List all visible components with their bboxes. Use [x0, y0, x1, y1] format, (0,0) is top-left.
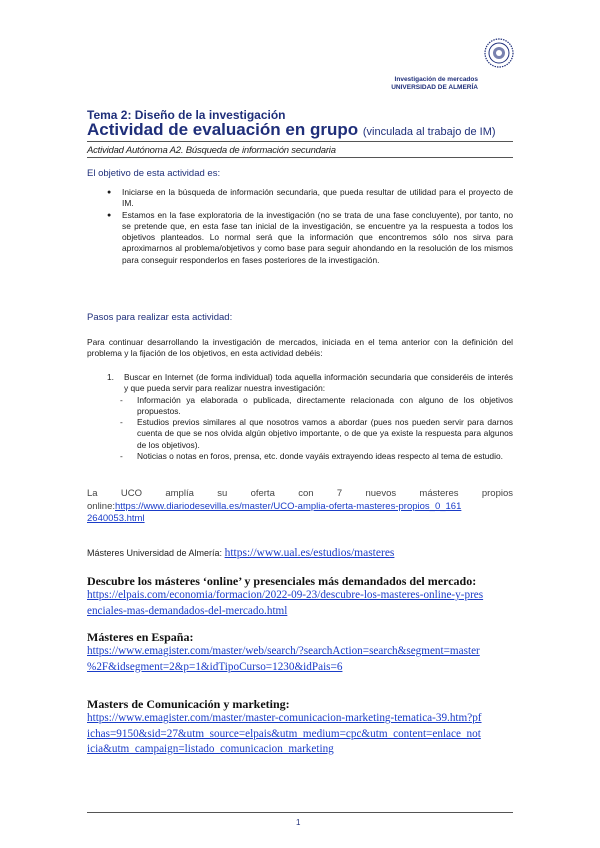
- activity-title: [87, 120, 496, 140]
- uco-text: La UCO amplía su oferta con 7 nuevos másteres propios: [87, 488, 513, 499]
- list-item: - Noticias o notas en foros, prensa, etc. donde vayáis extrayendo ideas respecto al tema de estudio.: [107, 451, 513, 462]
- department-header: [391, 76, 478, 92]
- link-line[interactable]: enciales-mas-demandados-del-mercado.html: [87, 604, 288, 617]
- steps-heading: Pasos para realizar esta actividad:: [87, 312, 233, 323]
- ual-label: Másteres Universidad de Almería:: [87, 548, 223, 558]
- uco-link-cont[interactable]: 2640053.html: [87, 513, 145, 524]
- uco-link-line: [87, 501, 513, 514]
- page-number: 1: [296, 818, 301, 827]
- link-line[interactable]: %2F&idsegment=2&p=1&idTipoCurso=1230&idPais=6: [87, 660, 343, 673]
- comunicacion-link[interactable]: [87, 711, 513, 758]
- dept-line-1: Investigación de mercados: [394, 76, 478, 83]
- topic-title: Tema 2: Diseño de la investigación: [87, 108, 286, 122]
- link-line[interactable]: https://www.emagister.com/master/web/search/?searchAction=search&segment=master: [87, 645, 480, 657]
- title-divider: [87, 141, 513, 142]
- university-seal-icon: [484, 38, 514, 68]
- link-line[interactable]: https://elpais.com/economia/formacion/2022-09-23/descubre-los-masteres-online-y-pres: [87, 589, 484, 601]
- steps-intro: Para continuar desarrollando la investigación de mercados, iniciada en el tema anterior con la definición del problema y la fijación de los objetivos, en esta actividad debéis:: [87, 337, 513, 359]
- footer-divider: [87, 812, 513, 813]
- ual-masters: [87, 547, 394, 559]
- subtitle-divider: [87, 157, 513, 158]
- elpais-heading: Descubre los másteres ‘online’ y presenciales más demandados del mercado:: [87, 574, 477, 588]
- list-item: ● Estamos en la fase exploratoria de la investigación (no se trata de una fase concluyente), por tanto, no se pretende que, en esta fase tan inicial de la investigación, se encuentre ya la respuesta a todos los objetivos planteados. Lo normal será que la información que encontremos sólo nos sirva para aproximarnos al problema/objetivos y como base para seguir ahondando en la resolución de los mismos para conseguir responderlos en fases posteriores de la investigación.: [107, 210, 513, 266]
- link-line[interactable]: https://www.emagister.com/master/master-comunicacion-marketing-tematica-39.htm?pf: [87, 712, 482, 724]
- step-number: 1.: [107, 372, 114, 382]
- step-text: Buscar en Internet (de forma individual) toda aquella información secundaria que consideréis de interés y que pueda servir para realizar nuestra investigación:: [124, 372, 513, 394]
- uco-prefix: online:: [87, 500, 115, 512]
- ual-link[interactable]: https://www.ual.es/estudios/masteres: [224, 547, 395, 559]
- steps-list: [107, 372, 513, 462]
- link-line[interactable]: icia&utm_campaign=listado_comunicacion_marketing: [87, 743, 334, 755]
- uco-link[interactable]: https://www.diariodesevilla.es/master/UCO-amplia-oferta-masteres-propios_0_161: [115, 500, 462, 512]
- elpais-link[interactable]: [87, 588, 513, 619]
- step-subitems: [107, 395, 513, 463]
- objective-list: [107, 187, 513, 266]
- activity-title-sub: (vinculada al trabajo de IM): [362, 126, 496, 138]
- objective-heading: El objetivo de esta actividad es:: [87, 168, 221, 179]
- activity-title-main: Actividad de evaluación en grupo: [87, 120, 359, 139]
- dept-line-2: UNIVERSIDAD DE ALMERÍA: [391, 84, 478, 91]
- espana-heading: Másteres en España:: [87, 630, 194, 644]
- espana-link[interactable]: [87, 644, 513, 675]
- list-item: ● Iniciarse en la búsqueda de información secundaria, que pueda resultar de utilidad para el proyecto de IM.: [107, 187, 513, 210]
- list-item: - Información ya elaborada o publicada, directamente relacionada con alguno de los objetivos propuestos.: [107, 395, 513, 418]
- uco-link-line-2: [87, 513, 513, 526]
- list-item: - Estudios previos similares al que nosotros vamos a abordar (pues nos pueden servir para darnos cuenta de que se nos olvida algún objetivo importante, o de que ya existe la respuesta para algunos de los objetivos).: [107, 417, 513, 451]
- uco-news: [87, 488, 513, 526]
- link-line[interactable]: ichas=9150&sid=27&utm_source=elpais&utm_medium=cpc&utm_content=enlace_not: [87, 727, 481, 740]
- activity-subtitle: Actividad Autónoma A2. Búsqueda de información secundaria: [87, 145, 336, 156]
- comunicacion-heading: Masters de Comunicación y marketing:: [87, 697, 290, 711]
